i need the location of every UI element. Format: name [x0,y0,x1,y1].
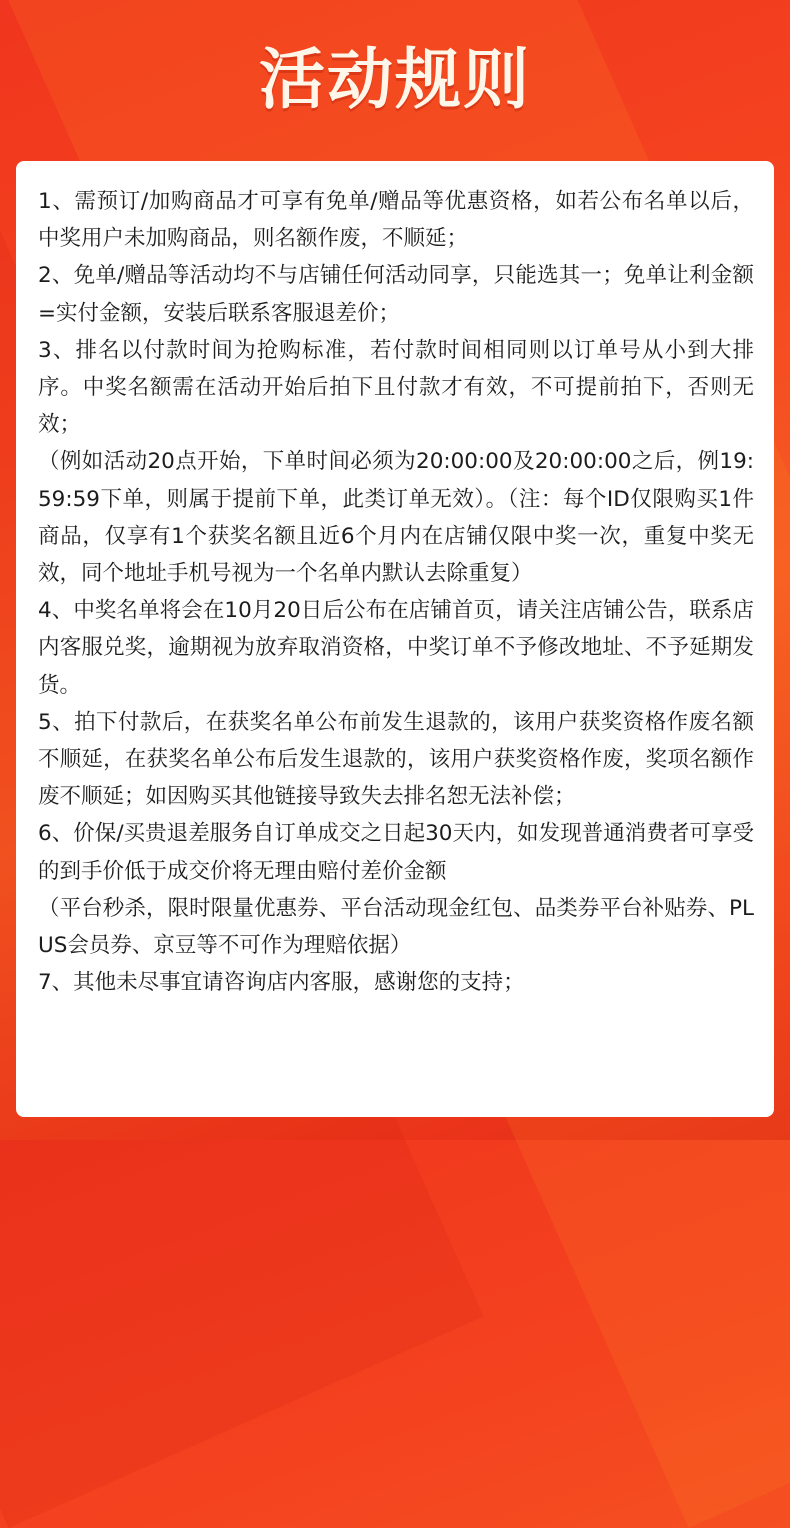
rule-item-1: 1、需预订/加购商品才可享有免单/赠品等优惠资格，如若公布名单以后，中奖用户未加购商品，则名额作废，不顺延； [38,189,754,252]
rule-example-note: （例如活动20点开始，下单时间必须为20:00:00及20:00:00之后，例19:59:59下单，则属于提前下单，此类订单无效）。（注：每个ID仅限购买1件商品，仅享有1个获奖名额且近6个月内在店铺仅限中奖一次，重复中奖无效，同个地址手机号视为一个名单内默认去除重复） [38,449,754,587]
rule-item-3: 3、排名以付款时间为抢购标准，若付款时间相同则以订单号从小到大排序。中奖名额需在活动开始后拍下且付款才有效，不可提前拍下，否则无效； [38,337,754,438]
rule-item-6: 6、价保/买贵退差服务自订单成交之日起30天内，如发现普通消费者可享受的到手价低于成交价将无理由赔付差价金额 [38,821,754,884]
rules-card [16,161,774,1117]
page-title: 活动规则 [259,41,531,118]
rule-item-4: 4、中奖名单将会在10月20日后公布在店铺首页，请关注店铺公告，联系店内客服兑奖，逾期视为放弃取消资格，中奖订单不予修改地址、不予延期发货。 [38,598,754,698]
rule-exclusion-note: （平台秒杀，限时限量优惠券、平台活动现金红包、品类券平台补贴券、PLUS会员券、京豆等不可作为理赔依据） [38,895,754,959]
rule-item-5: 5、拍下付款后，在获奖名单公布前发生退款的，该用户获奖资格作废名额不顺延，在获奖名单公布后发生退款的，该用户获奖资格作废，奖项名额作废不顺延；如因购买其他链接导致失去排名恕无法补偿； [38,709,754,810]
rule-item-2: 2、免单/赠品等活动均不与店铺任何活动同享，只能选其一；免单让利金额=实付金额，安装后联系客服退差价； [38,263,754,326]
rule-item-7: 7、其他未尽事宜请咨询店内客服，感谢您的支持； [38,970,525,996]
